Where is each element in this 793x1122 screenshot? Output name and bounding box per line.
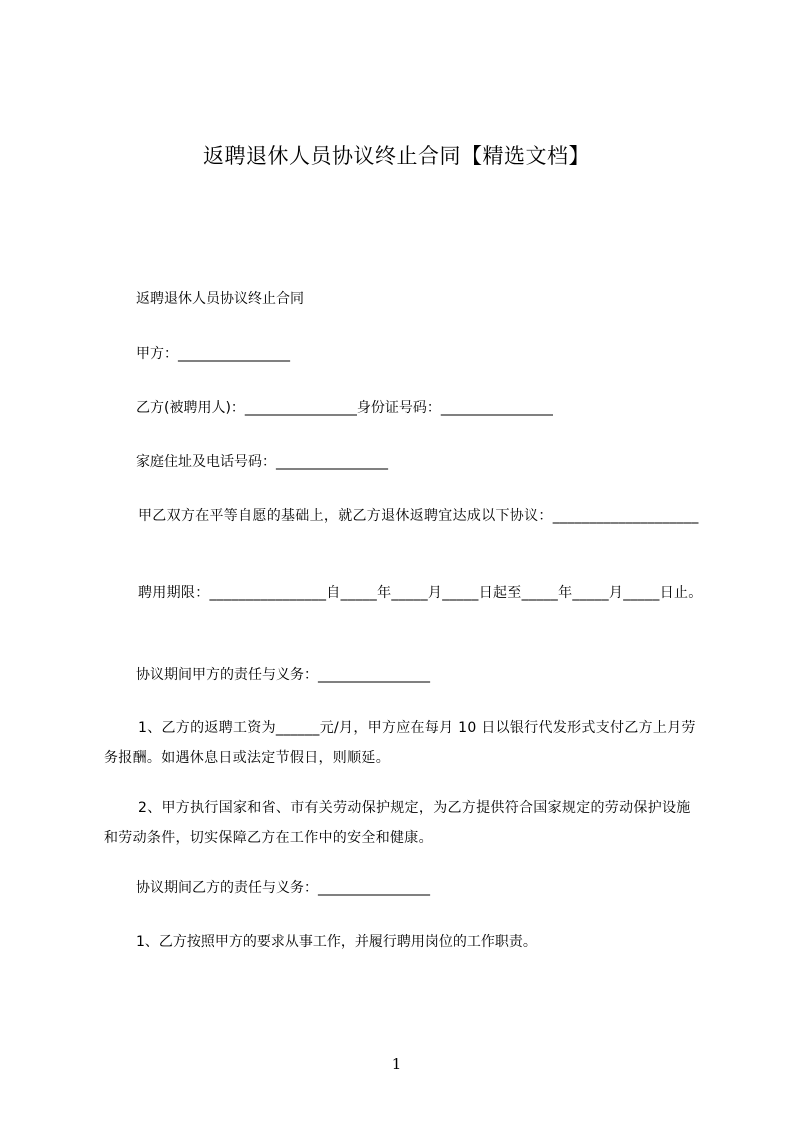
paragraph-party-a-duties-heading: 协议期间甲方的责任与义务：________________ <box>136 667 430 683</box>
paragraph-party-b-duties-heading: 协议期间乙方的责任与义务：________________ <box>136 880 430 896</box>
paragraph-heading: 返聘退休人员协议终止合同 <box>136 291 304 307</box>
paragraph-term: 聘用期限：________________自_____年_____月_____日起至_____年_____月_____日止。 <box>138 585 703 601</box>
paragraph-party-b: 乙方(被聘用人)：________________身份证号码：________________ <box>136 400 553 416</box>
paragraph-address-phone: 家庭住址及电话号码：________________ <box>136 454 388 470</box>
paragraph-agreement-intro: 甲乙双方在平等自愿的基础上，就乙方退休返聘宜达成以下协议：____________________ <box>138 508 699 524</box>
document-title: 返聘退休人员协议终止合同【精选文档】 <box>203 144 590 168</box>
paragraph-party-b-duty-1: 1、乙方按照甲方的要求从事工作，并履行聘用岗位的工作职责。 <box>136 934 537 950</box>
paragraph-party-a-duty-1: 1、乙方的返聘工资为______元/月，甲方应在每月 10 日以银行代发形式支付乙方上月劳务报酬。如遇休息日或法定节假日，则顺延。 <box>104 720 696 766</box>
page-number: 1 <box>391 1055 402 1073</box>
paragraph-party-a: 甲方：________________ <box>136 346 290 362</box>
paragraph-party-a-duty-2: 2、甲方执行国家和省、市有关劳动保护规定，为乙方提供符合国家规定的劳动保护设施和劳动条件，切实保障乙方在工作中的安全和健康。 <box>104 800 691 846</box>
